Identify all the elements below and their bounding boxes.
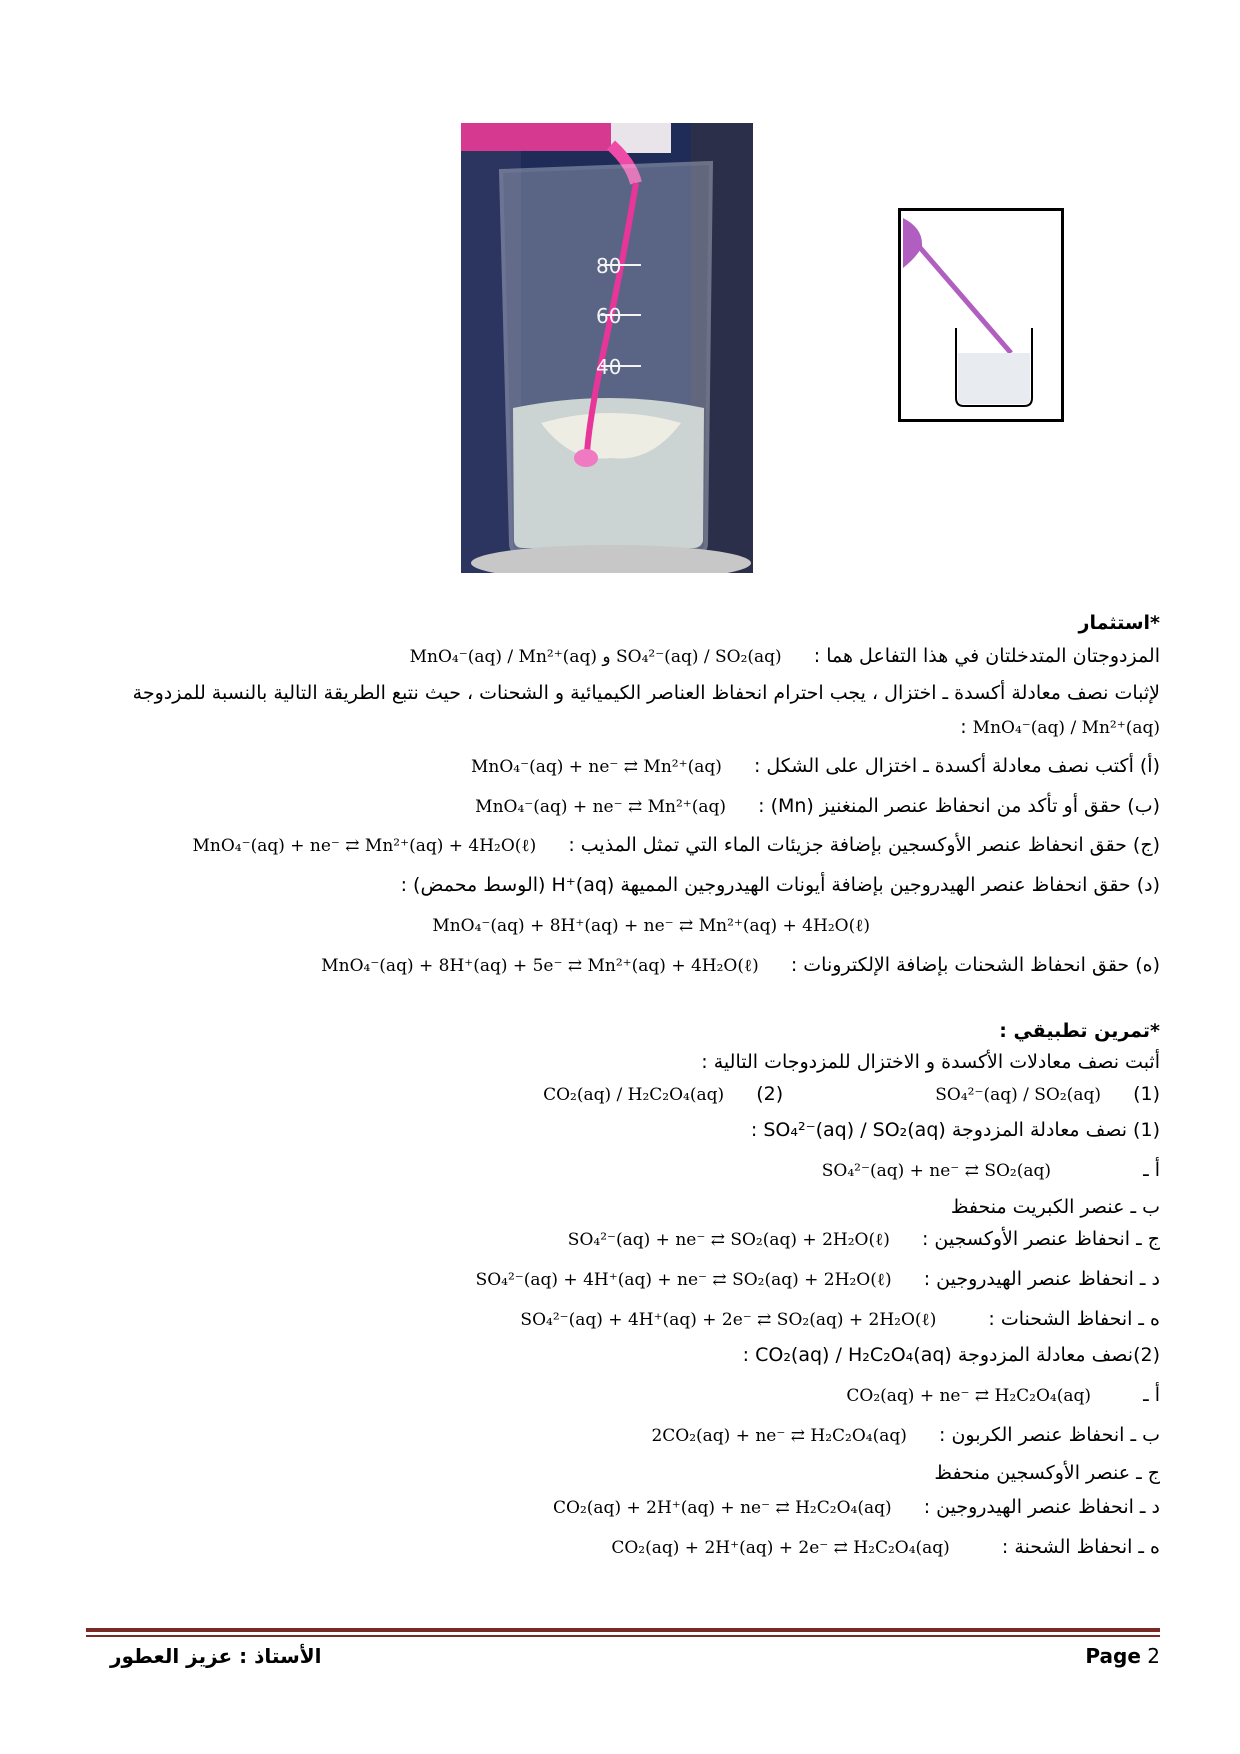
part2-e — [80, 1530, 1160, 1565]
couples-list — [80, 1077, 1160, 1112]
part1-c — [80, 1222, 1160, 1257]
exercise-intro: أثبت نصف معادلات الأكسدة و الاختزال للمزدوجات التالية : — [701, 1051, 1160, 1073]
experiment-photo — [461, 123, 753, 573]
step-e-label: (ه) حقق انحفاظ الشحنات بإضافة الإلكترونات : — [790, 954, 1160, 976]
couples-line — [80, 639, 1160, 674]
part2-a — [80, 1378, 1160, 1413]
couples-intro: المزدوجتان المتدخلتان في هذا التفاعل هما : — [813, 645, 1160, 667]
step-a — [80, 749, 1160, 784]
couple-1-number: (1) — [1133, 1083, 1160, 1105]
part1-e — [80, 1302, 1160, 1337]
step-c — [80, 828, 1160, 863]
beaker-mark-60: 60 — [596, 304, 622, 328]
step-b — [80, 789, 1160, 824]
investment-title: *استثمار — [1078, 612, 1160, 634]
footer-author: الأستاذ : عزيز العطور — [110, 1644, 322, 1668]
part2-e-equation: CO₂(aq) + 2H⁺(aq) + 2e⁻ ⇄ H₂C₂O₄(aq) — [611, 1538, 950, 1558]
step-c-label: (ج) حقق انحفاظ عنصر الأوكسجين بإضافة جزيئات الماء التي تمثل المذيب : — [568, 834, 1160, 856]
part2-title: (2)نصف معادلة المزدوجة CO₂(aq) / H₂C₂O₄(aq) : — [742, 1344, 1160, 1366]
part1-c-equation: SO₄²⁻(aq) + ne⁻ ⇄ SO₂(aq) + 2H₂O(ℓ) — [567, 1230, 890, 1250]
method-colon: : — [960, 716, 967, 738]
part1-d-label: د ـ انحفاظ عنصر الهيدروجين : — [923, 1268, 1160, 1290]
method-text: لإثبات نصف معادلة أكسدة ـ اختزال ، يجب احترام انحفاظ العناصر الكيميائية و الشحنات ، حيث نتبع الطريقة التالية بالنسبة للمزدوجة — [132, 682, 1160, 704]
part1-d-equation: SO₄²⁻(aq) + 4H⁺(aq) + ne⁻ ⇄ SO₂(aq) + 2H₂O(ℓ) — [475, 1270, 892, 1290]
part2-b-label: ب ـ انحفاظ عنصر الكربون : — [939, 1424, 1160, 1446]
pipette-schematic — [898, 208, 1064, 422]
footer-rule-thin — [86, 1635, 1160, 1637]
beaker-mark-40: 40 — [596, 355, 622, 379]
step-a-equation: MnO₄⁻(aq) + ne⁻ ⇄ Mn²⁺(aq) — [470, 757, 722, 777]
part1-c-label: ج ـ انحفاظ عنصر الأوكسجين : — [921, 1228, 1160, 1250]
part2-b — [80, 1418, 1160, 1453]
photo-drawing — [461, 123, 753, 573]
part1-title: (1) نصف معادلة المزدوجة SO₄²⁻(aq) / SO₂(aq) : — [750, 1119, 1160, 1141]
method-paragraph — [80, 676, 1160, 745]
part2-d-equation: CO₂(aq) + 2H⁺(aq) + ne⁻ ⇄ H₂C₂O₄(aq) — [553, 1498, 892, 1518]
schematic-drawing — [898, 208, 1064, 422]
step-b-label: (ب) حقق أو تأكد من انحفاظ عنصر المنغنيز (Mn) : — [758, 795, 1160, 817]
step-a-label: (أ) أكتب نصف معادلة أكسدة ـ اختزال على الشكل : — [753, 755, 1160, 777]
step-c-equation: MnO₄⁻(aq) + ne⁻ ⇄ Mn²⁺(aq) + 4H₂O(ℓ) — [192, 836, 537, 856]
part2-d-label: د ـ انحفاظ عنصر الهيدروجين : — [923, 1496, 1160, 1518]
part2-a-label: أ ـ — [1143, 1384, 1160, 1406]
part2-c: ج ـ عنصر الأوكسجين منحفظ — [934, 1462, 1160, 1484]
footer-page-word: Page — [1085, 1644, 1141, 1668]
step-d-equation-line — [432, 908, 870, 943]
part2-e-label: ه ـ انحفاظ الشحنة : — [1001, 1536, 1160, 1558]
method-couple: MnO₄⁻(aq) / Mn²⁺(aq) — [972, 718, 1160, 738]
step-d: (د) حقق انحفاظ عنصر الهيدروجين بإضافة أيونات الهيدروجين المميهة H⁺(aq) (الوسط محمض) : — [400, 874, 1160, 896]
couple-2-equation: CO₂(aq) / H₂C₂O₄(aq) — [543, 1085, 725, 1105]
beaker-mark-80: 80 — [596, 254, 622, 278]
part1-a-equation: SO₄²⁻(aq) + ne⁻ ⇄ SO₂(aq) — [821, 1161, 1052, 1181]
part1-e-equation: SO₄²⁻(aq) + 4H⁺(aq) + 2e⁻ ⇄ SO₂(aq) + 2H₂O(ℓ) — [520, 1310, 937, 1330]
part1-a-label: أ ـ — [1143, 1159, 1160, 1181]
part1-d — [80, 1262, 1160, 1297]
part1-a — [80, 1153, 1160, 1188]
part1-e-label: ه ـ انحفاظ الشحنات : — [988, 1308, 1160, 1330]
part1-b: ب ـ عنصر الكبريت منحفظ — [950, 1196, 1160, 1218]
step-b-equation: MnO₄⁻(aq) + ne⁻ ⇄ Mn²⁺(aq) — [475, 797, 727, 817]
footer-page — [1085, 1644, 1160, 1668]
part2-d — [80, 1490, 1160, 1525]
step-e-equation: MnO₄⁻(aq) + 8H⁺(aq) + 5e⁻ ⇄ Mn²⁺(aq) + 4H₂O(ℓ) — [321, 956, 759, 976]
couple-1-equation: SO₄²⁻(aq) / SO₂(aq) — [935, 1085, 1101, 1105]
couple-2-number: (2) — [756, 1083, 784, 1105]
part2-b-equation: 2CO₂(aq) + ne⁻ ⇄ H₂C₂O₄(aq) — [651, 1426, 907, 1446]
couples-equation: MnO₄⁻(aq) / Mn²⁺(aq) و SO₄²⁻(aq) / SO₂(aq) — [409, 647, 782, 667]
step-d-equation: MnO₄⁻(aq) + 8H⁺(aq) + ne⁻ ⇄ Mn²⁺(aq) + 4H₂O(ℓ) — [432, 916, 870, 936]
part2-a-equation: CO₂(aq) + ne⁻ ⇄ H₂C₂O₄(aq) — [846, 1386, 1092, 1406]
footer-rule-thick — [86, 1628, 1160, 1632]
footer-page-number: 2 — [1147, 1644, 1160, 1668]
step-e — [80, 948, 1160, 983]
exercise-title: *تمرين تطبيقي : — [999, 1020, 1160, 1042]
